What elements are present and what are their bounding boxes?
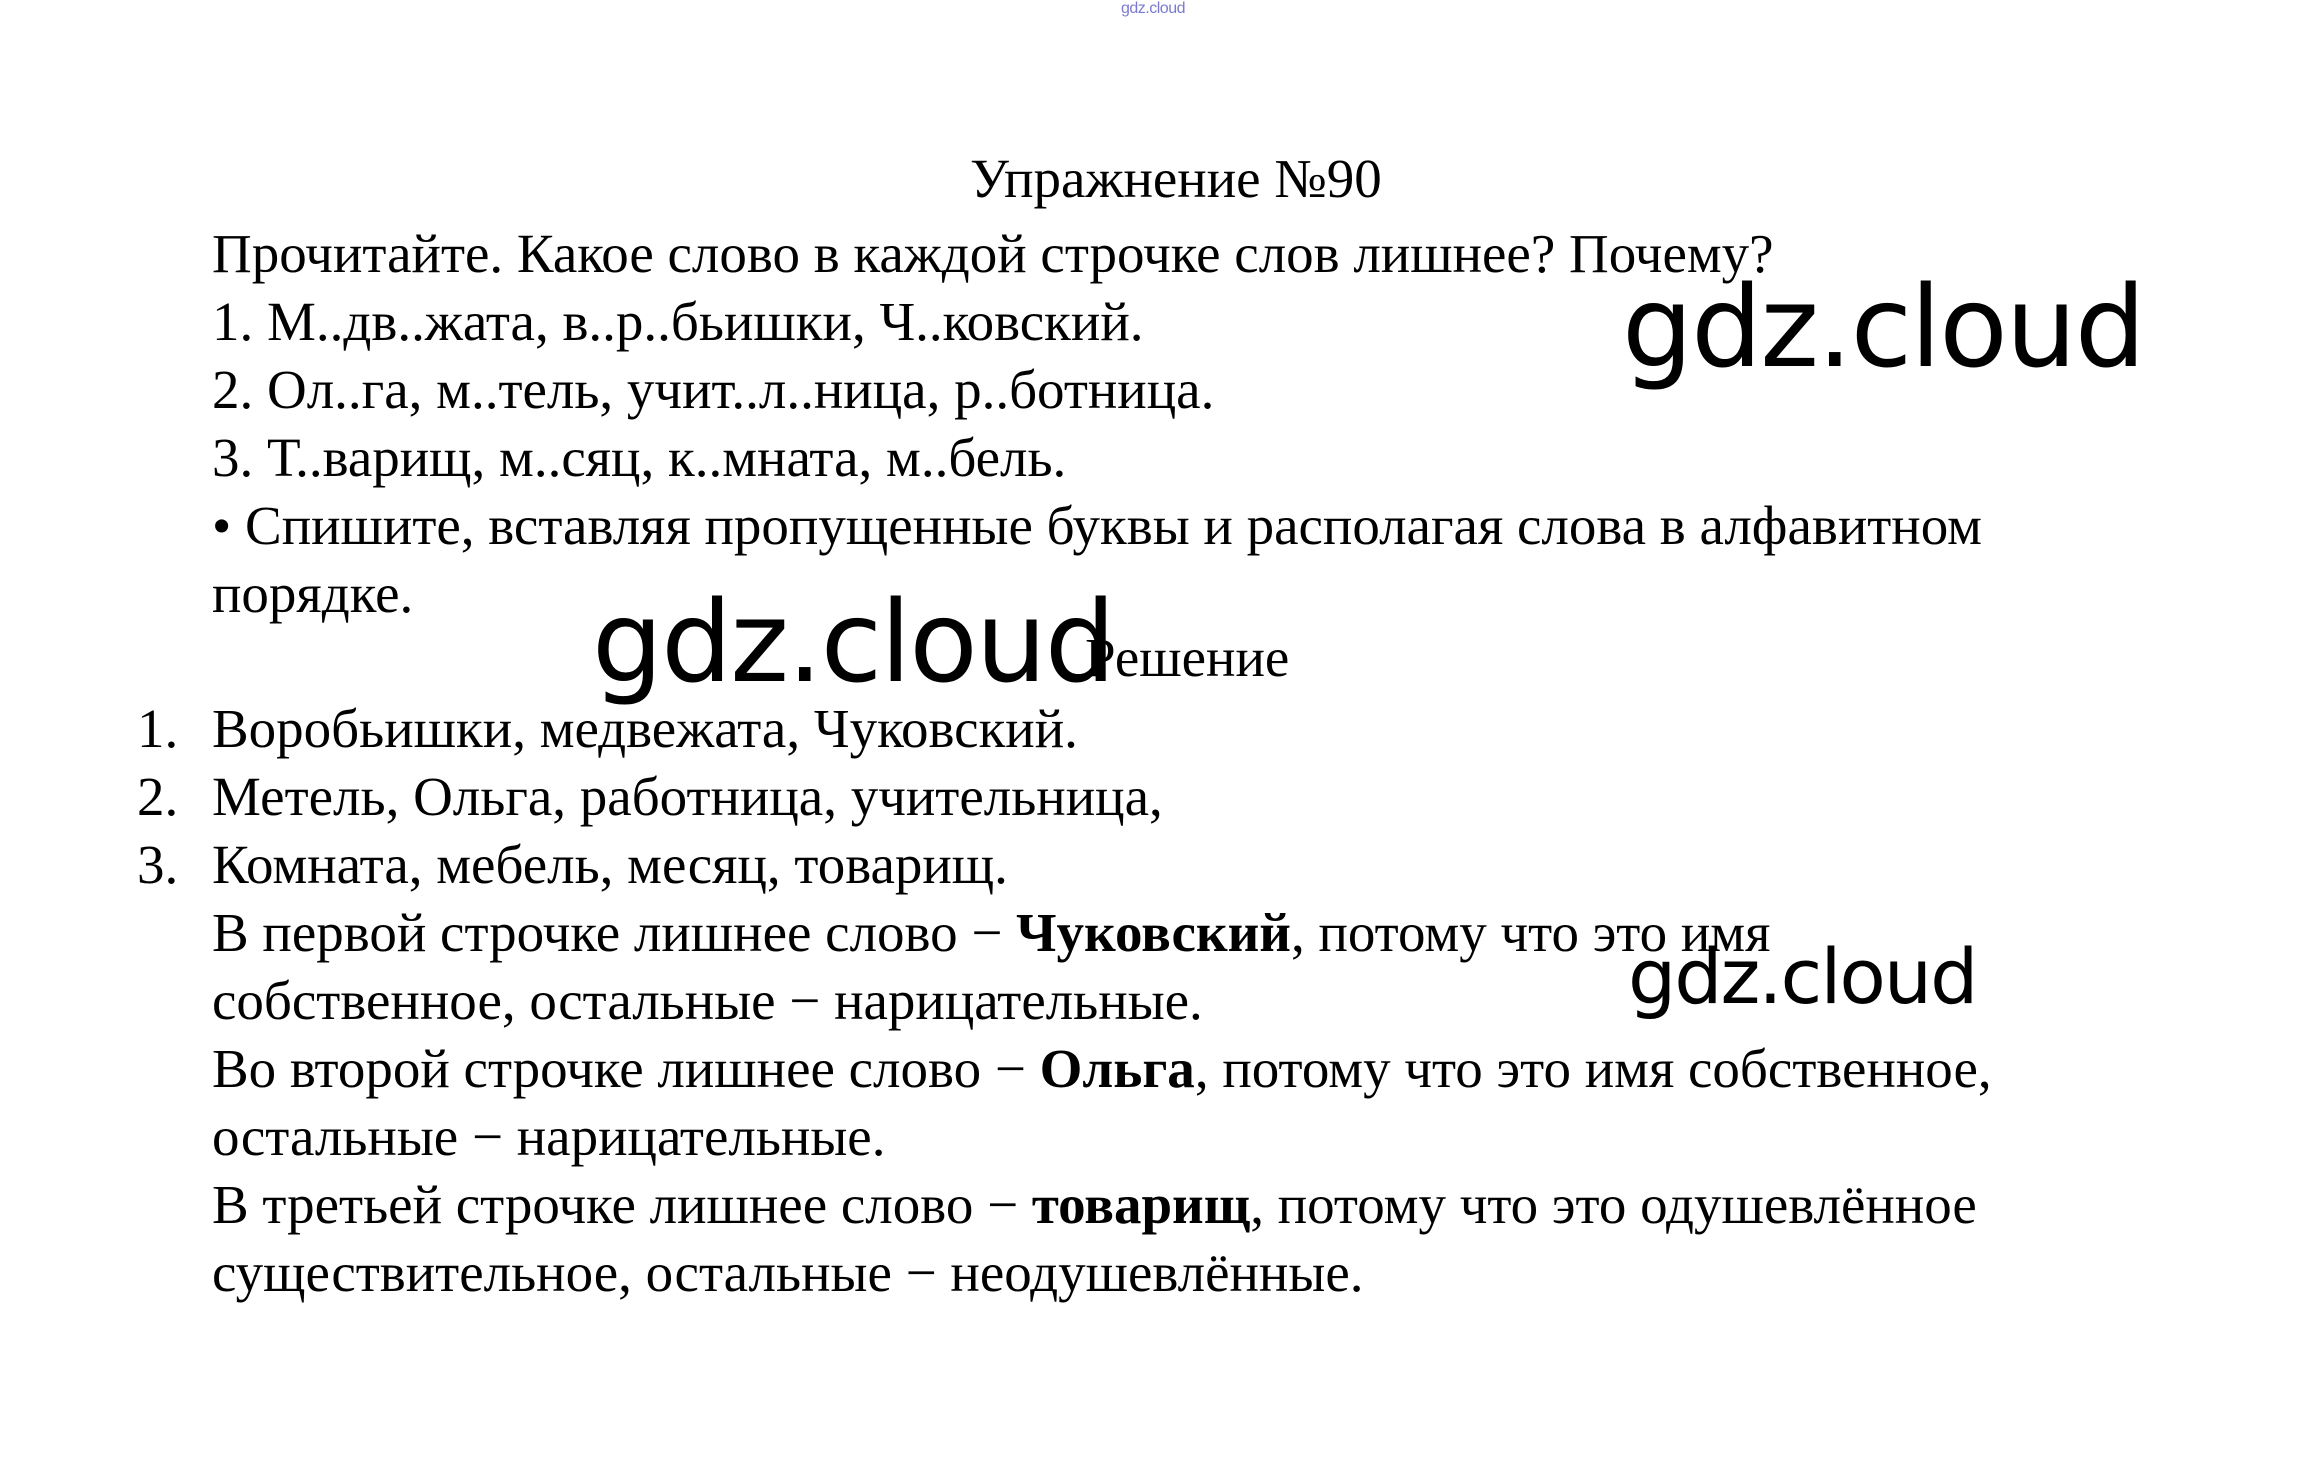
explanation-text: Во второй строчке лишнее слово − (212, 1038, 1040, 1099)
explanation-text: В первой строчке лишнее слово − (212, 902, 1017, 963)
explanation-3-line1 (212, 1174, 1977, 1236)
watermark-logo: gdz.cloud (1622, 263, 2144, 393)
explanation-3-line2: существительное, остальные − неодушевлённые. (212, 1242, 1364, 1303)
explanation-2-line1 (212, 1038, 1992, 1100)
solution-item-text: Воробьишки, медвежата, Чуковский. (212, 698, 1078, 759)
task-instruction-line1: • Спишите, вставляя пропущенные буквы и располагая слова в алфавитном (212, 495, 1982, 556)
explanation-text: , потому что это имя (1290, 902, 1771, 963)
watermark-logo: gdz.cloud (592, 578, 1114, 708)
exercise-title: Упражнение №90 (970, 148, 1382, 209)
watermark-logo: gdz.cloud (1628, 932, 1977, 1021)
solution-item-text: Комната, мебель, месяц, товарищ. (212, 834, 1008, 895)
task-instruction-line2: порядке. (212, 563, 414, 624)
explanation-1-line2: собственное, остальные − нарицательные. (212, 970, 1203, 1031)
explanation-text: , потому что это имя собственное, (1194, 1038, 1992, 1099)
explanation-keyword: Чуковский (1016, 902, 1291, 963)
explanation-keyword: Ольга (1039, 1038, 1195, 1099)
explanation-1-line1 (212, 902, 1770, 964)
solution-item-number: 2. (137, 766, 179, 827)
task-prompt: Прочитайте. Какое слово в каждой строчке слов лишнее? Почему? (212, 223, 1774, 284)
solution-item-text: Метель, Ольга, работница, учительница, (212, 766, 1163, 827)
explanation-keyword: товарищ (1031, 1174, 1251, 1235)
solution-item-number: 1. (137, 698, 179, 759)
explanation-text: , потому что это одушевлённое (1250, 1174, 1977, 1235)
solution-title: Решение (1085, 627, 1290, 688)
task-row-3: 3. Т..варищ, м..сяц, к..мната, м..бель. (212, 427, 1067, 488)
explanation-2-line2: остальные − нарицательные. (212, 1106, 886, 1167)
solution-item-number: 3. (137, 834, 179, 895)
task-row-1: 1. М..дв..жата, в..р..бьишки, Ч..ковский. (212, 291, 1144, 352)
header-watermark: gdz.cloud (1121, 0, 1185, 17)
task-row-2: 2. Ол..га, м..тель, учит..л..ница, р..ботница. (212, 359, 1215, 420)
explanation-text: В третьей строчке лишнее слово − (212, 1174, 1032, 1235)
